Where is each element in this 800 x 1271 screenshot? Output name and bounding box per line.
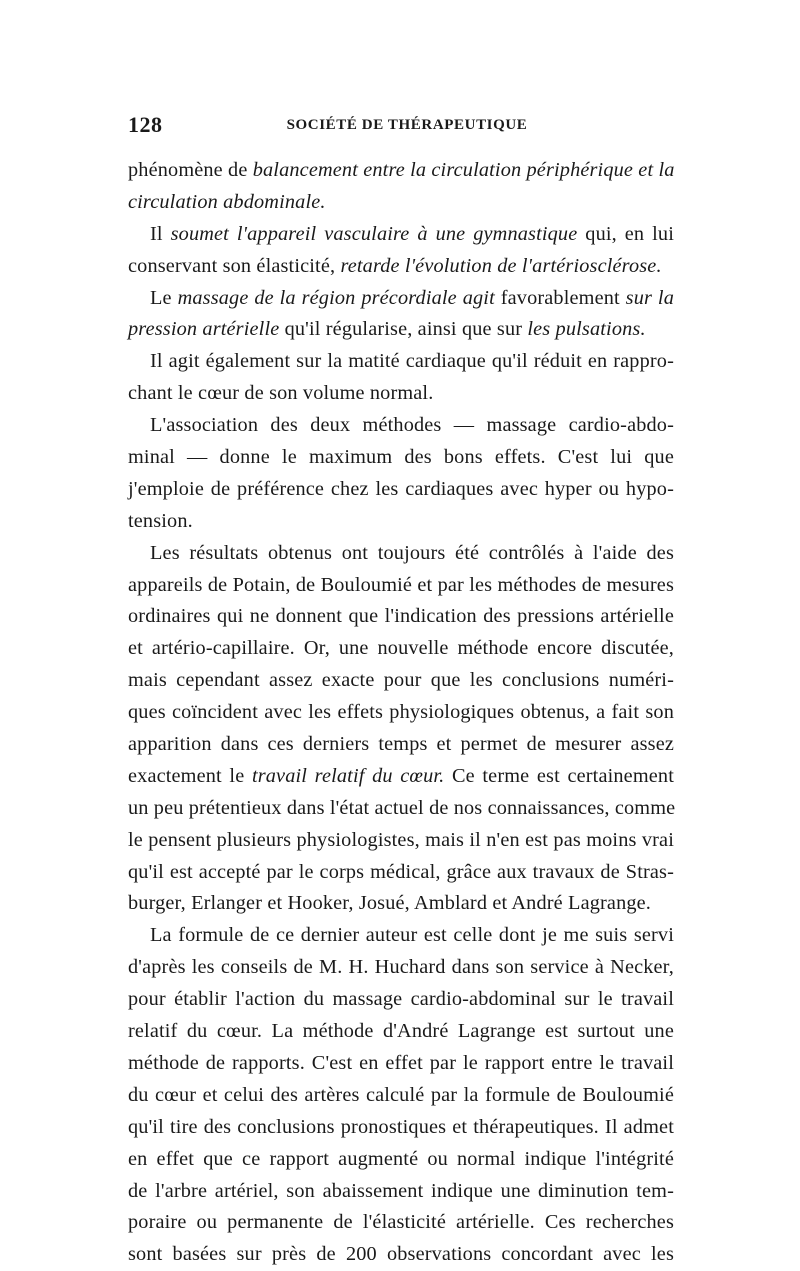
text-line — [128, 761, 674, 793]
text-line — [128, 1207, 674, 1239]
text-run: tension. — [128, 509, 193, 532]
text-run: mais cependant assez exacte pour que les conclusions numéri- — [128, 669, 674, 692]
text-run: La formule de ce dernier auteur est celle dont je me suis servi — [150, 924, 674, 947]
text-line — [128, 570, 674, 602]
italic-text: sur la — [625, 286, 674, 309]
text-run: appareils de Potain, de Bouloumié et par les méthodes de mesures — [128, 573, 674, 596]
text-run: ques coïncident avec les effets physiologiques obtenus, a fait son — [128, 701, 674, 724]
text-run: du cœur et celui des artères calculé par la formule de Bouloumié — [128, 1083, 674, 1106]
text-line — [128, 920, 674, 952]
text-run: méthode de rapports. C'est en effet par le rapport entre le travail — [128, 1051, 674, 1074]
text-line — [128, 984, 674, 1016]
text-run: L'association des deux méthodes — massage cardio-abdo- — [150, 414, 674, 437]
text-line — [128, 952, 674, 984]
text-line — [128, 601, 674, 633]
text-line — [128, 251, 674, 283]
text-line — [128, 1144, 674, 1176]
text-run: minal — donne le maximum des bons effets. C'est lui que — [128, 446, 674, 469]
italic-text: retarde l'évolution de l'artériosclérose. — [340, 254, 662, 277]
text-run: qu'il régularise, ainsi que sur — [279, 318, 528, 341]
text-line — [128, 410, 674, 442]
text-run: et artério-capillaire. Or, une nouvelle méthode encore discutée, — [128, 637, 674, 660]
text-line — [128, 1239, 674, 1271]
text-run: conservant son élasticité, — [128, 254, 341, 277]
italic-text: circulation abdominale. — [128, 190, 326, 213]
text-line — [128, 1016, 674, 1048]
text-run: de l'arbre artériel, son abaissement indique une diminution tem- — [128, 1179, 674, 1202]
text-run: j'emploie de préférence chez les cardiaques avec hyper ou hypo- — [128, 477, 674, 500]
text-run: poraire ou permanente de l'élasticité artérielle. Ces recherches — [128, 1211, 674, 1234]
text-line — [128, 825, 674, 857]
text-run: chant le cœur de son volume normal. — [128, 382, 434, 405]
text-line — [128, 633, 674, 665]
text-run: relatif du cœur. La méthode d'André Lagrange est surtout une — [128, 1020, 674, 1043]
text-run: Ce terme est certainement — [444, 764, 674, 787]
text-line — [128, 665, 674, 697]
text-run: favorablement — [494, 286, 626, 309]
page-number: 128 — [128, 112, 163, 137]
running-title: SOCIÉTÉ DE THÉRAPEUTIQUE — [286, 117, 528, 133]
text-run: qu'il est accepté par le corps médical, grâce aux travaux de Stras- — [128, 860, 674, 883]
text-run: Il agit également sur la matité cardiaque qu'il réduit en rappro- — [150, 350, 674, 373]
text-line — [128, 155, 674, 187]
text-line — [128, 1048, 674, 1080]
text-line — [128, 729, 674, 761]
text-line — [128, 1112, 674, 1144]
text-line — [128, 857, 674, 889]
text-run: d'après les conseils de M. H. Huchard dans son service à Necker, — [128, 956, 674, 979]
text-run: phénomène de — [128, 159, 253, 181]
text-run: Le — [150, 286, 178, 309]
italic-text: soumet l'appareil vasculaire à une gymnastique — [170, 222, 578, 245]
text-line — [128, 793, 674, 825]
text-run: qui, en lui — [577, 222, 674, 245]
text-line — [128, 1080, 674, 1112]
text-line — [128, 283, 674, 315]
body-text — [128, 155, 674, 1271]
text-line — [128, 346, 674, 378]
text-run: en effet que ce rapport augmenté ou normal indique l'intégrité — [128, 1147, 674, 1170]
text-line — [128, 1176, 674, 1208]
italic-text: travail relatif du cœur. — [251, 764, 445, 787]
text-line — [128, 697, 674, 729]
text-line — [128, 187, 674, 219]
text-run: qu'il tire des conclusions pronostiques et thérapeutiques. Il admet — [128, 1115, 674, 1138]
page-header — [128, 112, 674, 146]
text-line — [128, 378, 674, 410]
text-line — [128, 538, 674, 570]
text-line — [128, 219, 674, 251]
italic-text: pression artérielle — [128, 318, 280, 341]
text-run: sont basées sur près de 200 observations concordant avec les — [128, 1243, 674, 1266]
text-run: le pensent plusieurs physiologistes, mais il n'en est pas moins vrai — [128, 828, 674, 851]
text-line — [128, 888, 674, 920]
text-run: un peu prétentieux dans l'état actuel de nos connaissances, comme — [128, 796, 676, 819]
italic-text: balancement entre la circulation périphérique et la — [252, 159, 675, 181]
text-run: Il — [150, 222, 171, 245]
text-line — [128, 474, 674, 506]
text-run: pour établir l'action du massage cardio-abdominal sur le travail — [128, 988, 674, 1011]
italic-text: massage de la région précordiale agit — [177, 286, 495, 309]
text-line — [128, 314, 674, 346]
text-run: ordinaires qui ne donnent que l'indication des pressions artérielle — [128, 605, 674, 628]
text-run: apparition dans ces derniers temps et permet de mesurer assez — [128, 733, 674, 756]
italic-text: les pulsations. — [527, 318, 646, 341]
text-run: burger, Erlanger et Hooker, Josué, Amblard et André Lagrange. — [128, 892, 652, 915]
text-run: exactement le — [128, 764, 252, 787]
text-line — [128, 442, 674, 474]
text-line — [128, 506, 674, 538]
text-run: Les résultats obtenus ont toujours été contrôlés à l'aide des — [150, 541, 674, 564]
